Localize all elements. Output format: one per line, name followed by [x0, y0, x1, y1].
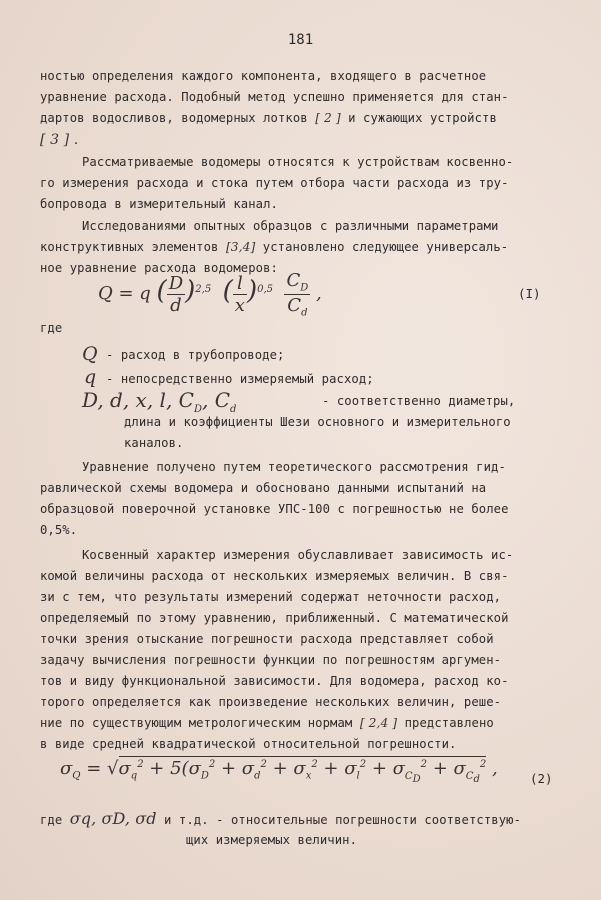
text-where-2: где: [40, 813, 63, 827]
text-line-20: точки зрения отыскание погрешности расхода представляет собой: [40, 632, 494, 646]
symbol-dims: D, d, x, l, $C_D$, $C_d$: [82, 388, 237, 415]
text-line-16: Косвенный характер измерения обуславливает зависимость ис-: [82, 548, 514, 562]
text-line-3b: и сужающих устройств: [348, 111, 497, 125]
equation-1: Q = q ( $\frac{D}{d}$ )$^{2,5}$ ( $\frac{l}{x}$ )$^{0,5}$ $\frac{C_D}{C_d}$ ,: [98, 270, 322, 319]
text-line-1: ностью определения каждого компонента, входящего в расчетное: [40, 69, 487, 83]
equation-1-number: (I): [518, 286, 541, 301]
text-line-5: го измерения расхода и стока путем отбора части расхода из тру-: [40, 176, 509, 190]
text-line-8: конструктивных элементов: [40, 240, 219, 254]
text-line-25: в виде средней квадратической относительной погрешности.: [40, 737, 457, 751]
text-line-17: комой величины расхода от нескольких измеряемых величин. В свя-: [40, 569, 509, 583]
text-line-26: и т.д. - относительные погрешности соответствую-: [164, 813, 522, 827]
symbol-Q: Q: [82, 343, 98, 365]
text-line-9: ное уравнение расхода водомеров:: [40, 261, 278, 275]
text-line-24b: представлено: [404, 716, 494, 730]
text-line-21: задачу вычисления погрешности функции по погрешностям аргумен-: [40, 653, 502, 667]
text-def-Q: - расход в трубопроводе;: [106, 348, 285, 362]
page-number: 181: [287, 32, 314, 48]
text-line-11: каналов.: [124, 436, 184, 450]
text-line-6: бопровода в измерительный канал.: [40, 197, 278, 211]
text-where-1: где: [40, 321, 63, 335]
text-def-dims: - соответственно диаметры,: [322, 394, 516, 408]
text-line-13: равлической схемы водомера и обоснованo данными испытаний на: [40, 481, 487, 495]
reference-2-4: [ 2,4 ]: [359, 716, 398, 730]
text-line-24: ние по существующим метрологическим нормам: [40, 716, 353, 730]
text-line-8b: установлено следующее универсаль-: [262, 240, 509, 254]
text-line-10: длина и коэффициенты Шези основного и измерительного: [124, 415, 511, 429]
text-line-7: Исследованиями опытных образцов с различными параметрами: [82, 219, 499, 233]
text-line-15: 0,5%.: [40, 523, 78, 537]
reference-3-4: [3,4]: [225, 240, 256, 254]
text-line-12: Уравнение получено путем теоретического рассмотрения гид-: [82, 460, 506, 474]
text-line-22: тов и виду функциональной зависимости. Для водомера, расход ко-: [40, 674, 509, 688]
text-line-14: образцовой поверочной установке УПС-100 с погрешностью не более: [40, 502, 509, 516]
text-line-18: зи с тем, что результаты измерений содержат неточности расход,: [40, 590, 502, 604]
text-def-q: - непосредственно измеряемый расход;: [106, 372, 374, 386]
text-line-27: щих измеряемых величин.: [186, 833, 358, 847]
symbol-sigmas: σq, σD, σd: [69, 809, 157, 828]
symbol-q: q: [84, 366, 97, 388]
text-line-19: определяемый по этому уравнению, приближенный. С математической: [40, 611, 509, 625]
equation-2-number: (2): [530, 771, 553, 786]
text-line-4: Рассматриваемые водомеры относятся к устройствам косвенно-: [82, 155, 514, 169]
reference-2: [ 2 ]: [315, 111, 341, 125]
text-line-2: уравнение расхода. Подобный метод успешно применяется для стан-: [40, 90, 509, 104]
text-line-23: торого определяется как произведение нескольких величин, реше-: [40, 695, 502, 709]
text-line-3: дартов водосливов, водомерных лотков: [40, 111, 308, 125]
reference-3: [ 3 ] .: [40, 132, 79, 148]
equation-2: $\sigma_Q = √\sigma_q^2 + 5(\sigma_D^2 + \sigma_d^2 + \sigma_x^2 + \sigma_l^2 + \sigma_{C_D}^2 + \sigma_{C_d}^2$ ,: [60, 758, 498, 785]
